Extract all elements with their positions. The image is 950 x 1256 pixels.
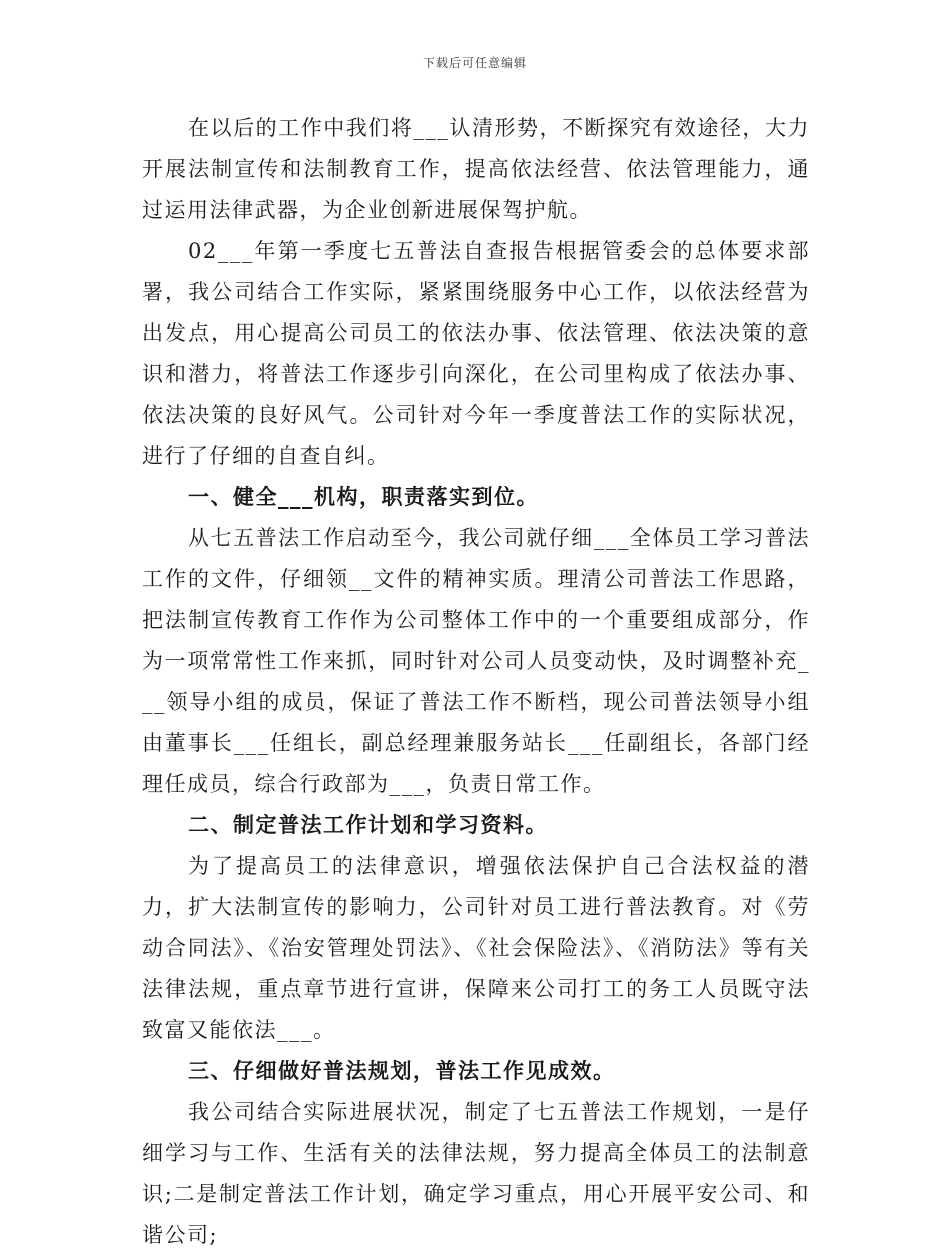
page-header-note: 下载后可任意编辑 (422, 56, 527, 70)
section-heading-3: 三、仔细做好普法规划，普法工作见成效。 (188, 1059, 616, 1083)
paragraph-section-1: 从七五普法工作启动至今，我公司就仔细___全体员工学习普法工作的文件，仔细领__文件的精神实质。理清公司普法工作思路，把法制宣传教育工作作为公司整体工作中的一个重要组成部分，作为一项常常性工作来抓，同时针对公司人员变动快，及时调整补充___领导小组的成员，保证了普法工作不断档，现公司普法领导小组由董事长___任组长，副总经理兼服务站长___任副组长，各部门经理任成员，综合行政部为___，负责日常工作。 (142, 526, 810, 796)
section-heading-2: 二、制定普法工作计划和学习资料。 (188, 813, 548, 837)
document-body (142, 108, 810, 1256)
paragraph-report-overview: 02___年第一季度七五普法自查报告根据管委会的总体要求部署，我公司结合工作实际，紧紧围绕服务中心工作，以依法经营为出发点，用心提高公司员工的依法办事、依法管理、依法决策的意识和潜力，将普法工作逐步引向深化，在公司里构成了依法办事、依法决策的良好风气。公司针对今年一季度普法工作的实际状况，进行了仔细的自查自纠。 (142, 239, 810, 468)
paragraph-intro: 在以后的工作中我们将___认清形势，不断探究有效途径，大力开展法制宣传和法制教育工作，提高依法经营、依法管理能力，通过运用法律武器，为企业创新进展保驾护航。 (142, 116, 810, 222)
paragraph-section-2: 为了提高员工的法律意识，增强依法保护自己合法权益的潜力，扩大法制宣传的影响力，公司针对员工进行普法教育。对《劳动合同法》、《治安管理处罚法》、《社会保险法》、《消防法》等有关法律法规，重点章节进行宣讲，保障来公司打工的务工人员既守法致富又能依法___。 (142, 854, 810, 1042)
paragraph-section-3: 我公司结合实际进展状况，制定了七五普法工作规划，一是仔细学习与工作、生活有关的法律法规，努力提高全体员工的法制意识;二是制定普法工作计划，确定学习重点，用心开展平安公司、和谐公司; (142, 1100, 810, 1247)
section-heading-1: 一、健全___机构，职责落实到位。 (188, 485, 539, 509)
